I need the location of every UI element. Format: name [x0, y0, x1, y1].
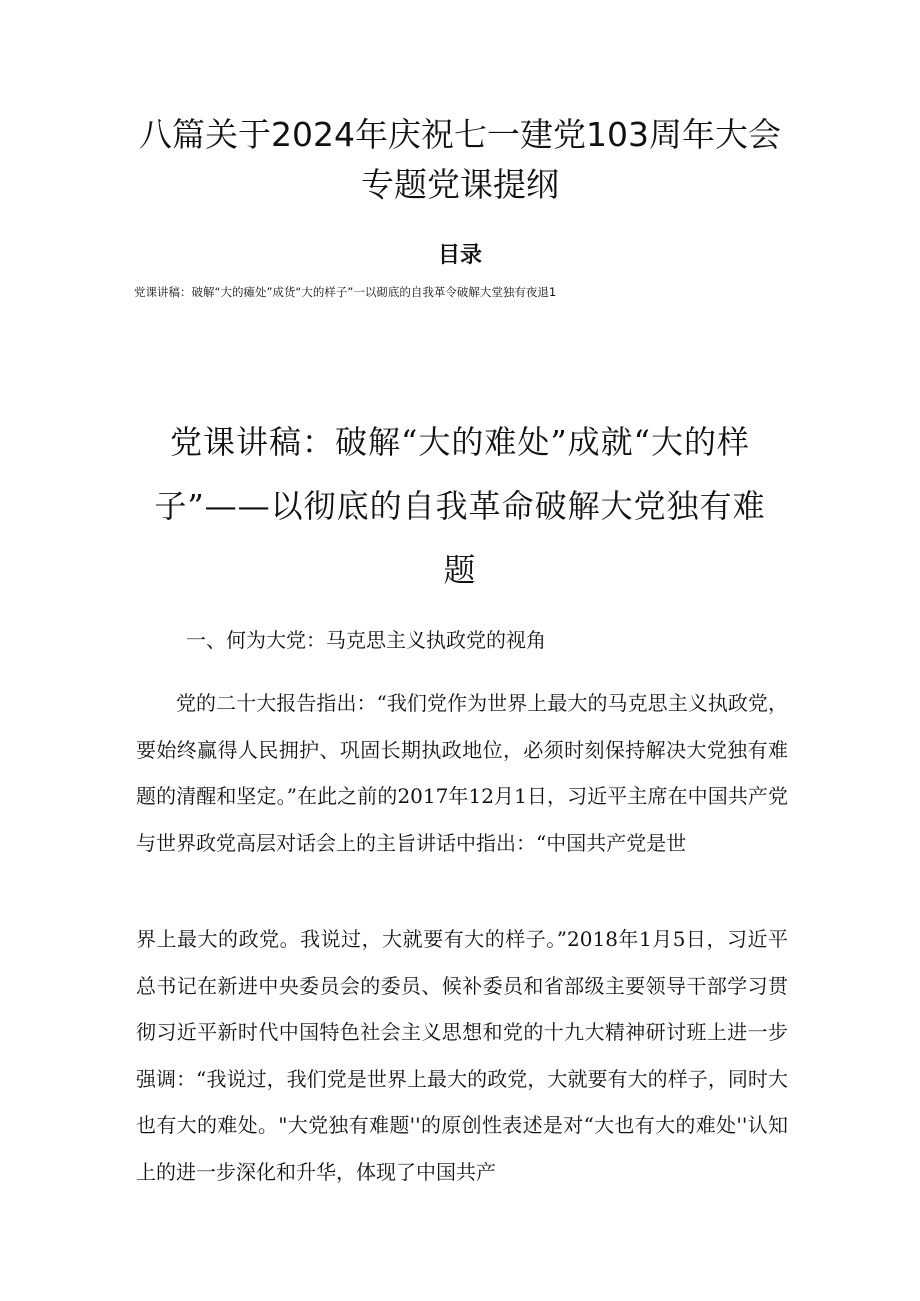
body-paragraph: 界上最大的政党。我说过，大就要有大的样子。”2018年1月5日，习近平总书记在新进中央委员会的委员、候补委员和省部级主要领导干部学习贯彻习近平新时代中国特色社会主义思想和党的十九大精神研讨班上进一步强调：“我说过，我们党是世界上最大的政党，大就要有大的样子，同时大也有大的难处。"大党独有难题''的原创性表述是对“大也有大的难处''认知上的进一步深化和升华，体现了中国共产 — [136, 927, 788, 1184]
lecture-title: 党课讲稿：破解“大的难处”成就“大的样子”——以彻底的自我革命破解大党独有难题 — [154, 423, 766, 589]
document-title: 八篇关于2024年庆祝七一建党103周年大会专题党课提纲 — [139, 115, 781, 204]
toc-entry[interactable]: 党课讲稿：破解“大的瘫处”成货“大的样子”一以砌底的自我革令破解大堂独有夜退1 — [134, 285, 557, 299]
section-heading: 一、何为大党：马克思主义执政党的视角 — [186, 628, 546, 652]
toc-heading: 目录 — [437, 243, 482, 268]
body-paragraph: 党的二十大报告指出：“我们党作为世界上最大的马克思主义执政党，要始终赢得人民拥护、巩固长期执政地位，必须时刻保持解决大党独有难题的清醒和坚定。”在此之前的2017年12月1日，习近平主席在中国共产党与世界政党高层对话会上的主旨讲话中指出：“中国共产党是世 — [136, 691, 788, 855]
